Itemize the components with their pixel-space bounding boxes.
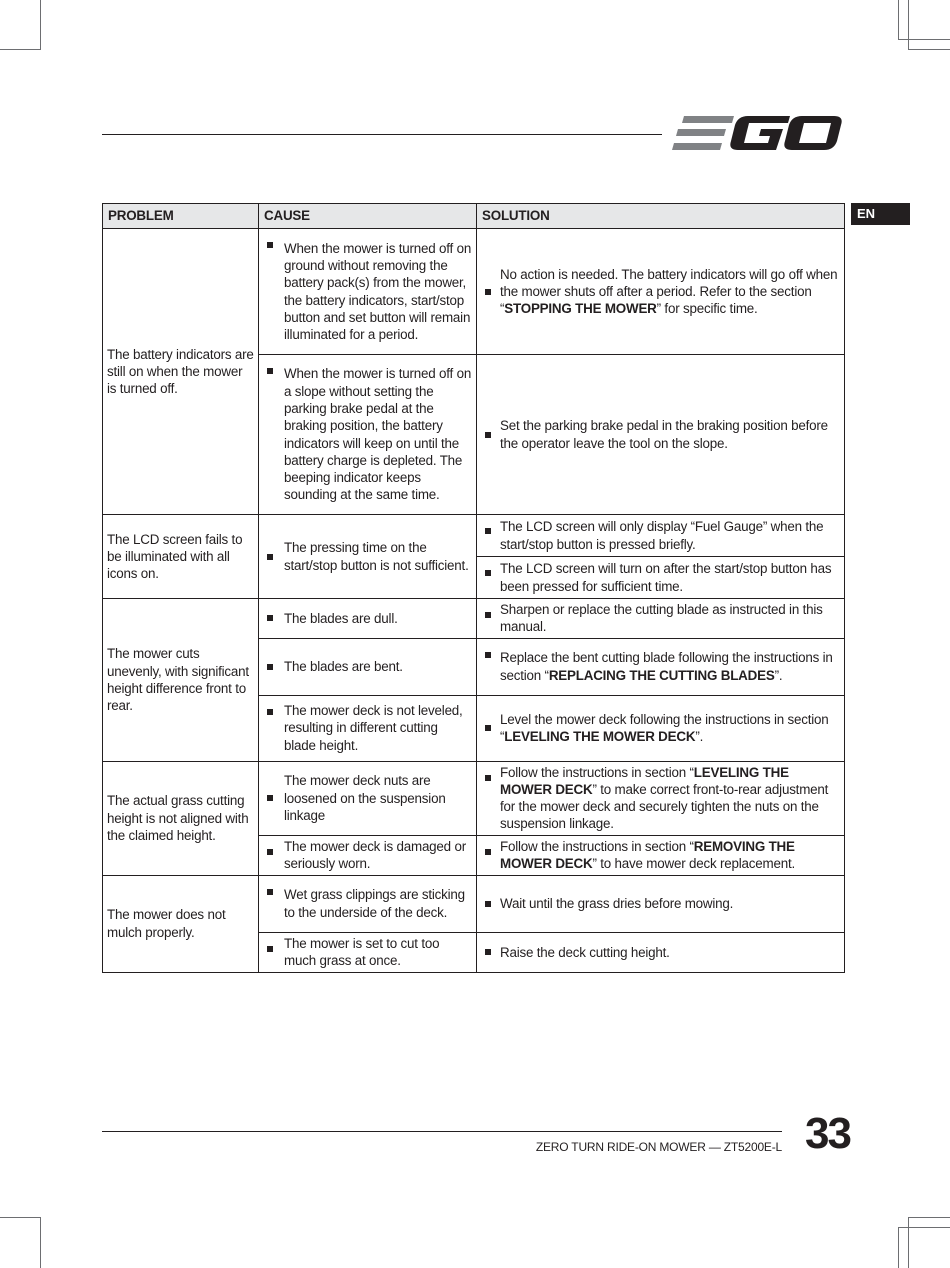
solution-text: Follow the instructions in section “	[500, 838, 694, 854]
section-reference: STOPPING THE MOWER	[504, 301, 657, 317]
solution-text: ”.	[774, 667, 783, 683]
problem-cell: The actual grass cutting height is not aligned with the claimed height.	[103, 761, 259, 875]
solution-text: ” to have mower deck replacement.	[592, 856, 796, 872]
table-row	[103, 515, 845, 557]
solution-cell: Raise the deck cutting height.	[477, 932, 845, 972]
crop-mark	[898, 1227, 899, 1268]
solution-text: ”.	[695, 729, 704, 745]
solution-cell	[477, 229, 845, 355]
solution-cell: Sharpen or replace the cutting blade as instructed in this manual.	[477, 599, 845, 639]
table-header-row	[103, 204, 845, 229]
crop-mark	[899, 39, 950, 40]
cause-cell: The mower is set to cut too much grass at once.	[259, 932, 477, 972]
crop-mark	[909, 1217, 950, 1218]
page-number: 33	[805, 1109, 850, 1158]
cause-cell: The blades are bent.	[259, 638, 477, 695]
crop-mark	[899, 1227, 950, 1228]
problem-cell: The LCD screen fails to be illuminated with all icons on.	[103, 515, 259, 599]
cause-cell: The pressing time on the start/stop button is not sufficient.	[259, 515, 477, 599]
solution-cell	[477, 761, 845, 835]
problem-cell: The battery indicators are still on when the mower is turned off.	[103, 229, 259, 515]
solution-text: Level the mower deck following the instructions in section “	[500, 711, 829, 745]
section-reference: REMOVING THE MOWER DECK	[500, 838, 795, 872]
crop-mark	[0, 1217, 40, 1218]
solution-cell: Wait until the grass dries before mowing.	[477, 875, 845, 932]
cause-cell: Wet grass clippings are sticking to the underside of the deck.	[259, 875, 477, 932]
solution-cell	[477, 835, 845, 875]
column-header-problem: PROBLEM	[103, 204, 259, 229]
section-reference: LEVELING THE MOWER DECK	[500, 764, 789, 797]
solution-cell	[477, 695, 845, 761]
solution-text: No action is needed. The battery indicators will go off when the mower shuts off after a period. Refer to the section “	[500, 266, 838, 317]
table-row	[103, 599, 845, 639]
crop-mark	[0, 49, 40, 50]
column-header-solution: SOLUTION	[477, 204, 845, 229]
troubleshooting-table	[102, 203, 845, 973]
table-row	[103, 875, 845, 932]
solution-cell: The LCD screen will turn on after the start/stop button has been pressed for sufficient time.	[477, 557, 845, 599]
cause-cell: The blades are dull.	[259, 599, 477, 639]
problem-cell: The mower cuts unevenly, with significant height difference front to rear.	[103, 599, 259, 762]
cause-cell: The mower deck is not leveled, resulting in different cutting blade height.	[259, 695, 477, 761]
crop-mark	[908, 1217, 909, 1268]
table-row	[103, 761, 845, 835]
language-tab: EN	[851, 203, 910, 225]
crop-mark	[898, 0, 899, 40]
footer-product-title: ZERO TURN RIDE-ON MOWER — ZT5200E-L	[535, 1140, 782, 1154]
crop-mark	[909, 49, 950, 50]
solution-cell	[477, 638, 845, 695]
solution-cell: The LCD screen will only display “Fuel Gauge” when the start/stop button is pressed briefly.	[477, 515, 845, 557]
table-row	[103, 229, 845, 355]
cause-cell: The mower deck nuts are loosened on the suspension linkage	[259, 761, 477, 835]
solution-text: ” for specific time.	[656, 301, 758, 317]
section-reference: LEVELING THE MOWER DECK	[504, 729, 696, 745]
solution-text: Follow the instructions in section “	[500, 764, 694, 780]
cause-cell: When the mower is turned off on a slope without setting the parking brake pedal at the braking position, the battery indicators will keep on until the battery charge is depleted. The beeping indicator keeps sounding at the same time.	[259, 355, 477, 515]
crop-mark	[40, 0, 41, 50]
ego-logo	[672, 112, 844, 154]
footer-rule	[102, 1131, 782, 1132]
cause-cell: The mower deck is damaged or seriously worn.	[259, 835, 477, 875]
solution-cell: Set the parking brake pedal in the braking position before the operator leave the tool on the slope.	[477, 355, 845, 515]
solution-text: ” to make correct front-to-rear adjustment for the mower deck and securely tighten the nuts on the suspension linkage.	[500, 781, 829, 832]
solution-text: Replace the bent cutting blade following the instructions in section “	[500, 650, 833, 683]
problem-cell: The mower does not mulch properly.	[103, 875, 259, 972]
crop-mark	[908, 0, 909, 50]
section-reference: REPLACING THE CUTTING BLADES	[548, 667, 775, 683]
header-rule	[102, 134, 662, 135]
crop-mark	[40, 1217, 41, 1268]
column-header-cause: CAUSE	[259, 204, 477, 229]
cause-cell: When the mower is turned off on ground without removing the battery pack(s) from the mower, the battery indicators, start/stop button and set button will remain illuminated for a period.	[259, 229, 477, 355]
